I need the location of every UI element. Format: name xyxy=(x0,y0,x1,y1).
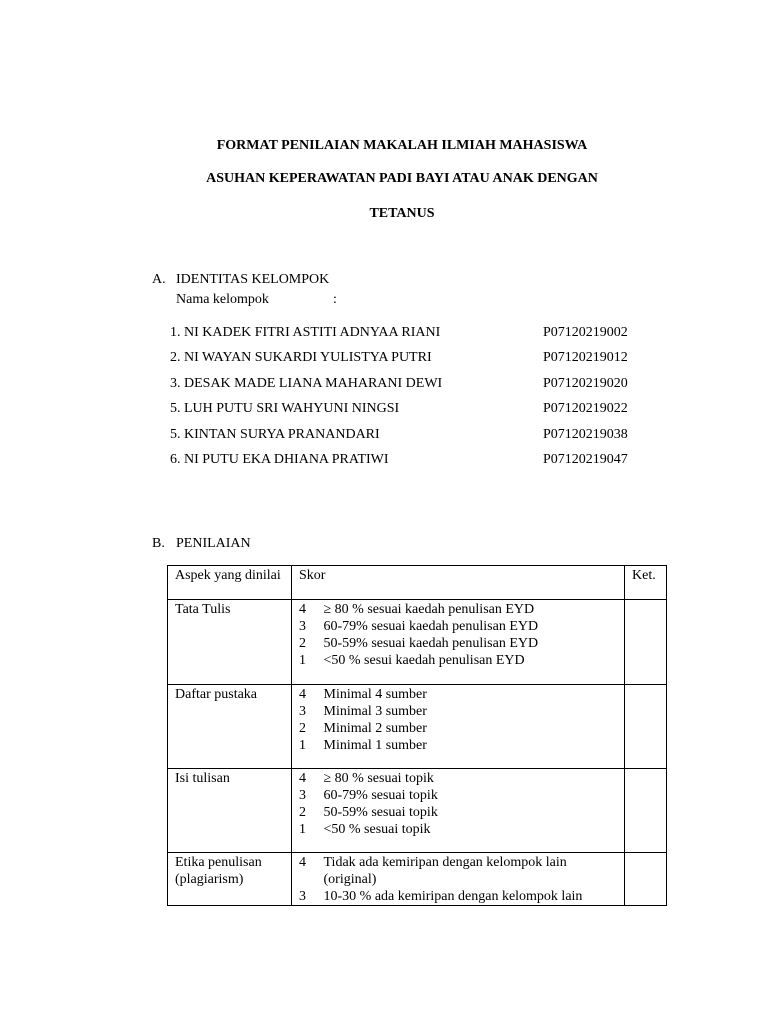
score-number: 2 xyxy=(299,721,306,736)
score-description: <50 % sesui kaedah penulisan EYD xyxy=(323,653,525,668)
score-description: ≥ 80 % sesuai topik xyxy=(323,771,434,786)
member-name: 5. LUH PUTU SRI WAHYUNI NINGSI xyxy=(170,401,400,416)
section-b-label: PENILAIAN xyxy=(176,536,251,551)
aspek-cell: Daftar pustaka xyxy=(168,685,292,769)
score-number-cell xyxy=(292,685,320,769)
score-description: 50-59% sesuai kaedah penulisan EYD xyxy=(323,636,539,651)
score-number-cell xyxy=(292,769,320,853)
group-name-label: Nama kelompok xyxy=(176,292,269,307)
section-b-letter: B. xyxy=(152,536,165,551)
header-ket: Ket. xyxy=(625,566,667,600)
assessment-table xyxy=(167,565,667,906)
score-description-cell xyxy=(320,685,625,769)
member-name: 5. KINTAN SURYA PRANANDARI xyxy=(170,427,380,442)
score-number-cell xyxy=(292,600,320,685)
member-name: 3. DESAK MADE LIANA MAHARANI DEWI xyxy=(170,376,443,391)
score-number: 3 xyxy=(299,704,306,719)
section-a-letter: A. xyxy=(152,272,166,287)
score-description: 60-79% sesuai kaedah penulisan EYD xyxy=(323,619,539,634)
score-number: 3 xyxy=(299,889,306,904)
score-number: 4 xyxy=(299,602,306,617)
header-skor: Skor xyxy=(292,566,625,600)
ket-cell xyxy=(625,600,667,685)
document-title-line-3: TETANUS xyxy=(369,206,435,221)
group-name-field xyxy=(176,292,337,308)
ket-cell xyxy=(625,685,667,769)
table-row xyxy=(168,600,667,685)
score-number: 1 xyxy=(299,653,306,668)
score-description-cell xyxy=(320,600,625,685)
score-description: 10-30 % ada kemiripan dengan kelompok lain xyxy=(323,889,583,904)
table-row xyxy=(168,769,667,853)
member-name: 1. NI KADEK FITRI ASTITI ADNYAA RIANI xyxy=(170,325,441,340)
member-row xyxy=(170,427,640,443)
score-description: Minimal 1 sumber xyxy=(323,738,427,753)
table-row xyxy=(168,685,667,769)
member-nim: P07120219022 xyxy=(543,401,628,416)
member-nim: P07120219002 xyxy=(543,325,628,340)
score-number-cell xyxy=(292,853,320,906)
document-title-line-1: FORMAT PENILAIAN MAKALAH ILMIAH MAHASISWA xyxy=(216,138,588,153)
aspek-cell: Etika penulisan (plagiarism) xyxy=(168,853,292,906)
score-description-cell xyxy=(320,853,625,906)
aspek-cell: Tata Tulis xyxy=(168,600,292,685)
group-name-colon: : xyxy=(333,292,337,307)
score-description: Tidak ada kemiripan dengan kelompok lain (original) xyxy=(323,855,567,887)
member-row xyxy=(170,452,640,468)
score-number: 3 xyxy=(299,788,306,803)
member-nim: P07120219047 xyxy=(543,452,628,467)
table-row xyxy=(168,853,667,906)
member-row xyxy=(170,401,640,417)
section-a-label: IDENTITAS KELOMPOK xyxy=(176,272,330,287)
member-name: 2. NI WAYAN SUKARDI YULISTYA PUTRI xyxy=(170,350,432,365)
score-description: Minimal 3 sumber xyxy=(323,704,427,719)
member-row xyxy=(170,325,640,341)
score-number: 4 xyxy=(299,855,306,870)
score-description: 50-59% sesuai topik xyxy=(323,805,438,820)
aspek-cell: Isi tulisan xyxy=(168,769,292,853)
score-description: 60-79% sesuai topik xyxy=(323,788,438,803)
score-number: 3 xyxy=(299,619,306,634)
score-number: 2 xyxy=(299,805,306,820)
document-title-line-2: ASUHAN KEPERAWATAN PADI BAYI ATAU ANAK DENGAN xyxy=(206,171,598,186)
score-description: Minimal 4 sumber xyxy=(323,687,427,702)
score-number: 1 xyxy=(299,822,306,837)
score-description: ≥ 80 % sesuai kaedah penulisan EYD xyxy=(323,602,535,617)
score-number: 2 xyxy=(299,636,306,651)
member-row xyxy=(170,350,640,366)
score-description-cell xyxy=(320,769,625,853)
member-nim: P07120219038 xyxy=(543,427,628,442)
member-name: 6. NI PUTU EKA DHIANA PRATIWI xyxy=(170,452,389,467)
score-description: <50 % sesuai topik xyxy=(323,822,431,837)
member-nim: P07120219012 xyxy=(543,350,628,365)
table-header-row xyxy=(168,566,667,600)
score-number: 4 xyxy=(299,687,306,702)
header-aspek: Aspek yang dinilai xyxy=(168,566,292,600)
score-number: 1 xyxy=(299,738,306,753)
member-nim: P07120219020 xyxy=(543,376,628,391)
ket-cell xyxy=(625,769,667,853)
score-description: Minimal 2 sumber xyxy=(323,721,427,736)
ket-cell xyxy=(625,853,667,906)
score-number: 4 xyxy=(299,771,306,786)
member-row xyxy=(170,376,640,392)
